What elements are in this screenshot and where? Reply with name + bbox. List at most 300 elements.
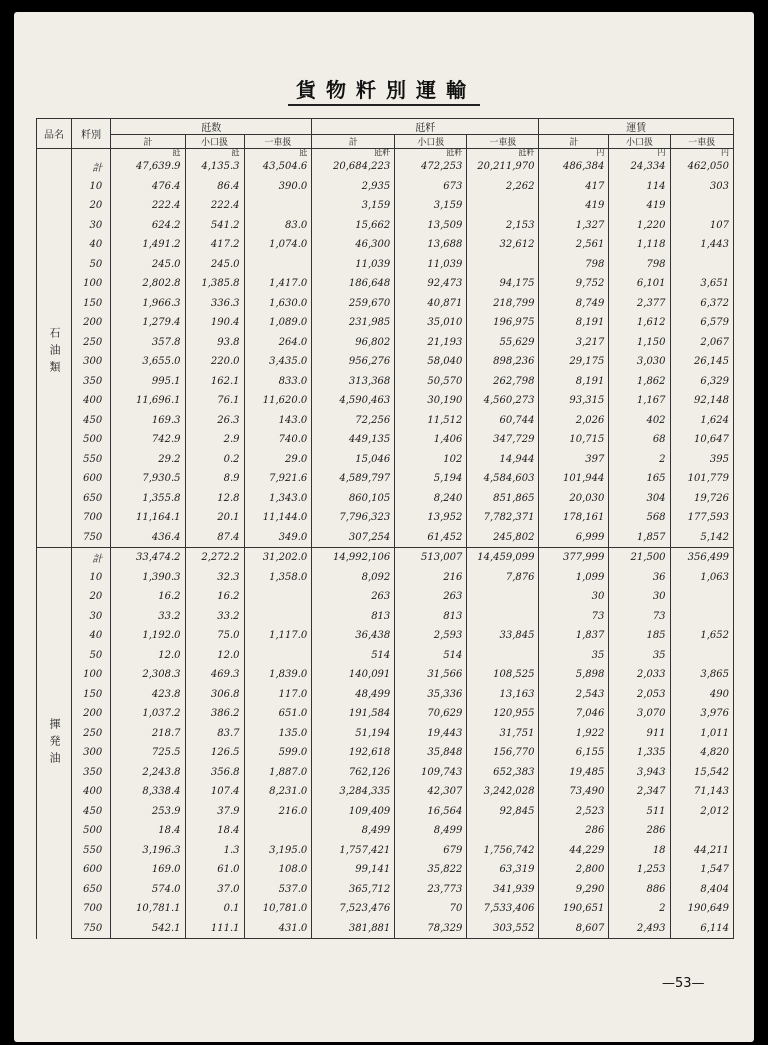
value-cell: 216.0	[244, 802, 312, 822]
distance-cell: 650	[71, 489, 110, 509]
value-cell: 13,688	[395, 235, 467, 255]
value-cell: 2,033	[609, 665, 670, 685]
value-cell: 30,190	[395, 391, 467, 411]
value-cell: 6,101	[609, 274, 670, 294]
value-cell: 169.0	[111, 860, 185, 880]
value-cell: 35	[539, 646, 609, 666]
value-cell: 11,620.0	[244, 391, 312, 411]
value-cell: 911	[609, 724, 670, 744]
value-cell: 2,802.8	[111, 274, 185, 294]
value-cell: 11,696.1	[111, 391, 185, 411]
value-cell: 218.7	[111, 724, 185, 744]
value-cell: 4,589,797	[312, 469, 395, 489]
distance-cell: 30	[71, 216, 110, 236]
value-cell: 92,845	[467, 802, 539, 822]
value-cell: 71,143	[670, 782, 733, 802]
value-cell: 21,500	[609, 548, 670, 568]
value-cell: 263	[395, 587, 467, 607]
distance-cell: 計	[71, 157, 110, 177]
value-cell: 23,773	[395, 880, 467, 900]
distance-cell: 150	[71, 685, 110, 705]
value-cell: 2,377	[609, 294, 670, 314]
table-row	[37, 508, 734, 528]
value-cell: 51,194	[312, 724, 395, 744]
value-cell: 3,976	[670, 704, 733, 724]
distance-cell: 150	[71, 294, 110, 314]
table-row	[37, 528, 734, 548]
distance-cell: 200	[71, 704, 110, 724]
value-cell: 679	[395, 841, 467, 861]
value-cell: 92,148	[670, 391, 733, 411]
page-title: 貨物粁別運輸	[0, 74, 768, 103]
value-cell: 15,542	[670, 763, 733, 783]
value-cell: 1,390.3	[111, 568, 185, 588]
subheader-cell: 小口扱	[609, 135, 670, 149]
table-row	[37, 919, 734, 939]
value-cell: 2,308.3	[111, 665, 185, 685]
value-cell: 0.1	[185, 899, 244, 919]
value-cell: 36,438	[312, 626, 395, 646]
value-cell: 417.2	[185, 235, 244, 255]
table-row	[37, 626, 734, 646]
value-cell: 15,046	[312, 450, 395, 470]
distance-cell: 400	[71, 391, 110, 411]
value-cell: 356.8	[185, 763, 244, 783]
value-cell: 1,279.4	[111, 313, 185, 333]
value-cell: 762,126	[312, 763, 395, 783]
value-cell: 8,499	[395, 821, 467, 841]
value-cell: 6,114	[670, 919, 733, 939]
value-cell: 61,452	[395, 528, 467, 548]
value-cell: 813	[312, 607, 395, 627]
value-cell: 542.1	[111, 919, 185, 939]
value-cell: 191,584	[312, 704, 395, 724]
value-cell: 6,999	[539, 528, 609, 548]
value-cell: 397	[539, 450, 609, 470]
value-cell: 30	[609, 587, 670, 607]
value-cell: 18.4	[111, 821, 185, 841]
value-cell: 31,566	[395, 665, 467, 685]
value-cell: 3,865	[670, 665, 733, 685]
value-cell: 4,590,463	[312, 391, 395, 411]
distance-cell: 750	[71, 919, 110, 939]
value-cell: 956,276	[312, 352, 395, 372]
value-cell: 21,193	[395, 333, 467, 353]
value-cell: 1,089.0	[244, 313, 312, 333]
distance-cell: 700	[71, 899, 110, 919]
value-cell: 419	[609, 196, 670, 216]
subheader-cell: 一車扱	[467, 135, 539, 149]
value-cell: 216	[395, 568, 467, 588]
value-cell: 20.1	[185, 508, 244, 528]
value-cell: 1,630.0	[244, 294, 312, 314]
value-cell: 833.0	[244, 372, 312, 392]
value-cell: 37.0	[185, 880, 244, 900]
value-cell: 1,612	[609, 313, 670, 333]
value-cell: 5,142	[670, 528, 733, 548]
value-cell: 8,191	[539, 372, 609, 392]
value-cell: 3,435.0	[244, 352, 312, 372]
value-cell: 30	[539, 587, 609, 607]
value-cell: 286	[609, 821, 670, 841]
value-cell: 16.2	[185, 587, 244, 607]
table-row	[37, 216, 734, 236]
value-cell: 417	[539, 177, 609, 197]
value-cell: 2,012	[670, 802, 733, 822]
value-cell: 35,822	[395, 860, 467, 880]
distance-cell: 650	[71, 880, 110, 900]
value-cell: 303,552	[467, 919, 539, 939]
value-cell: 3,159	[395, 196, 467, 216]
distance-cell: 450	[71, 411, 110, 431]
table-row	[37, 469, 734, 489]
value-cell: 402	[609, 411, 670, 431]
value-cell: 356,499	[670, 548, 733, 568]
value-cell: 190,649	[670, 899, 733, 919]
value-cell: 4,560,273	[467, 391, 539, 411]
value-cell: 196,975	[467, 313, 539, 333]
value-cell: 349.0	[244, 528, 312, 548]
value-cell: 162.1	[185, 372, 244, 392]
value-cell: 44,229	[539, 841, 609, 861]
value-cell: 12.8	[185, 489, 244, 509]
value-cell: 1,037.2	[111, 704, 185, 724]
value-cell: 1,074.0	[244, 235, 312, 255]
category-cell: 石油類	[37, 157, 72, 548]
value-cell: 72,256	[312, 411, 395, 431]
value-cell: 20,030	[539, 489, 609, 509]
value-cell	[244, 646, 312, 666]
value-cell	[467, 821, 539, 841]
table-row	[37, 294, 734, 314]
value-cell	[467, 255, 539, 275]
value-cell: 3,196.3	[111, 841, 185, 861]
value-cell: 10,781.0	[244, 899, 312, 919]
distance-cell: 400	[71, 782, 110, 802]
table-row	[37, 841, 734, 861]
value-cell: 107	[670, 216, 733, 236]
subheader-cell: 計	[111, 135, 185, 149]
distance-cell: 200	[71, 313, 110, 333]
value-cell: 218,799	[467, 294, 539, 314]
value-cell: 742.9	[111, 430, 185, 450]
distance-cell: 300	[71, 352, 110, 372]
value-cell: 33,845	[467, 626, 539, 646]
value-cell: 108.0	[244, 860, 312, 880]
value-cell: 599.0	[244, 743, 312, 763]
subheader-cell: 一車扱	[244, 135, 312, 149]
value-cell: 390.0	[244, 177, 312, 197]
value-cell: 336.3	[185, 294, 244, 314]
value-cell: 3,655.0	[111, 352, 185, 372]
value-cell: 813	[395, 607, 467, 627]
value-cell	[244, 821, 312, 841]
subheader-cell: 計	[539, 135, 609, 149]
subheader-cell: 小口扱	[395, 135, 467, 149]
value-cell: 1,624	[670, 411, 733, 431]
value-cell: 9,752	[539, 274, 609, 294]
value-cell: 231,985	[312, 313, 395, 333]
value-cell: 109,743	[395, 763, 467, 783]
value-cell: 259,670	[312, 294, 395, 314]
value-cell: 2,053	[609, 685, 670, 705]
value-cell: 50,570	[395, 372, 467, 392]
unit-cell: 瓩粁	[467, 149, 539, 158]
value-cell	[670, 196, 733, 216]
value-cell: 365,712	[312, 880, 395, 900]
value-cell: 73	[539, 607, 609, 627]
table-row	[37, 821, 734, 841]
value-cell	[670, 607, 733, 627]
value-cell	[467, 587, 539, 607]
value-cell: 0.2	[185, 450, 244, 470]
value-cell: 10,781.1	[111, 899, 185, 919]
value-cell: 3,030	[609, 352, 670, 372]
value-cell: 26.3	[185, 411, 244, 431]
value-cell: 568	[609, 508, 670, 528]
distance-cell: 550	[71, 841, 110, 861]
value-cell: 222.4	[185, 196, 244, 216]
header-category: 品名	[37, 119, 72, 149]
value-cell: 101,779	[670, 469, 733, 489]
value-cell: 995.1	[111, 372, 185, 392]
value-cell: 44,211	[670, 841, 733, 861]
value-cell: 60,744	[467, 411, 539, 431]
value-cell: 3,159	[312, 196, 395, 216]
value-cell: 13,163	[467, 685, 539, 705]
value-cell: 798	[609, 255, 670, 275]
value-cell: 8,191	[539, 313, 609, 333]
table-row	[37, 646, 734, 666]
value-cell: 347,729	[467, 430, 539, 450]
value-cell: 10,715	[539, 430, 609, 450]
value-cell: 851,865	[467, 489, 539, 509]
value-cell: 6,329	[670, 372, 733, 392]
value-cell: 7,533,406	[467, 899, 539, 919]
value-cell: 725.5	[111, 743, 185, 763]
value-cell: 31,202.0	[244, 548, 312, 568]
value-cell: 2.9	[185, 430, 244, 450]
value-cell: 120,955	[467, 704, 539, 724]
value-cell: 511	[609, 802, 670, 822]
value-cell: 4,135.3	[185, 157, 244, 177]
value-cell	[244, 587, 312, 607]
distance-cell: 350	[71, 763, 110, 783]
value-cell: 4,584,603	[467, 469, 539, 489]
value-cell: 15,662	[312, 216, 395, 236]
value-cell: 29.0	[244, 450, 312, 470]
value-cell: 513,007	[395, 548, 467, 568]
value-cell: 740.0	[244, 430, 312, 450]
value-cell: 357.8	[111, 333, 185, 353]
value-cell: 1,335	[609, 743, 670, 763]
value-cell: 58,040	[395, 352, 467, 372]
table-row	[37, 782, 734, 802]
value-cell: 1,922	[539, 724, 609, 744]
value-cell: 574.0	[111, 880, 185, 900]
value-cell: 431.0	[244, 919, 312, 939]
value-cell: 14,459,099	[467, 548, 539, 568]
value-cell: 19,485	[539, 763, 609, 783]
table-row	[37, 274, 734, 294]
unit-cell: 瓩	[185, 149, 244, 158]
value-cell: 11,164.1	[111, 508, 185, 528]
distance-cell: 100	[71, 665, 110, 685]
value-cell: 469.3	[185, 665, 244, 685]
value-cell: 898,236	[467, 352, 539, 372]
value-cell: 436.4	[111, 528, 185, 548]
value-cell: 101,944	[539, 469, 609, 489]
table-row	[37, 724, 734, 744]
value-cell: 8,338.4	[111, 782, 185, 802]
unit-cell: 瓩粁	[395, 149, 467, 158]
value-cell: 514	[395, 646, 467, 666]
value-cell: 886	[609, 880, 670, 900]
value-cell: 1,150	[609, 333, 670, 353]
value-cell: 5,898	[539, 665, 609, 685]
distance-cell: 250	[71, 333, 110, 353]
header-distance: 粁別	[71, 119, 110, 149]
value-cell: 1,220	[609, 216, 670, 236]
value-cell: 61.0	[185, 860, 244, 880]
table-row	[37, 489, 734, 509]
value-cell: 16.2	[111, 587, 185, 607]
value-cell: 2	[609, 450, 670, 470]
value-cell: 449,135	[312, 430, 395, 450]
value-cell: 2,026	[539, 411, 609, 431]
unit-cell: 瓩	[244, 149, 312, 158]
table-row	[37, 177, 734, 197]
value-cell: 111.1	[185, 919, 244, 939]
value-cell: 1,327	[539, 216, 609, 236]
value-cell: 307,254	[312, 528, 395, 548]
value-cell: 109,409	[312, 802, 395, 822]
value-cell: 8,404	[670, 880, 733, 900]
value-cell: 76.1	[185, 391, 244, 411]
value-cell: 490	[670, 685, 733, 705]
distance-cell: 600	[71, 860, 110, 880]
subheader-cell: 計	[312, 135, 395, 149]
value-cell: 190.4	[185, 313, 244, 333]
value-cell: 36	[609, 568, 670, 588]
value-cell: 1,385.8	[185, 274, 244, 294]
value-cell: 2,543	[539, 685, 609, 705]
value-cell: 83.0	[244, 216, 312, 236]
value-cell: 114	[609, 177, 670, 197]
value-cell: 26,145	[670, 352, 733, 372]
value-cell: 19,443	[395, 724, 467, 744]
value-cell: 135.0	[244, 724, 312, 744]
value-cell: 46,300	[312, 235, 395, 255]
value-cell: 29.2	[111, 450, 185, 470]
distance-cell: 500	[71, 821, 110, 841]
subheader-cell: 一車扱	[670, 135, 733, 149]
distance-cell: 700	[71, 508, 110, 528]
value-cell: 2,561	[539, 235, 609, 255]
value-cell: 117.0	[244, 685, 312, 705]
value-cell: 1,343.0	[244, 489, 312, 509]
value-cell: 86.4	[185, 177, 244, 197]
value-cell: 33.2	[111, 607, 185, 627]
value-cell: 1,192.0	[111, 626, 185, 646]
value-cell: 19,726	[670, 489, 733, 509]
value-cell: 83.7	[185, 724, 244, 744]
value-cell: 1,652	[670, 626, 733, 646]
value-cell: 264.0	[244, 333, 312, 353]
distance-cell: 50	[71, 646, 110, 666]
value-cell: 192,618	[312, 743, 395, 763]
value-cell: 7,782,371	[467, 508, 539, 528]
table-row	[37, 196, 734, 216]
value-cell: 1,756,742	[467, 841, 539, 861]
distance-cell: 計	[71, 548, 110, 568]
value-cell: 93,315	[539, 391, 609, 411]
value-cell: 48,499	[312, 685, 395, 705]
value-cell: 8,092	[312, 568, 395, 588]
value-cell: 3,242,028	[467, 782, 539, 802]
table-row	[37, 313, 734, 333]
value-cell: 476.4	[111, 177, 185, 197]
table-row	[37, 665, 734, 685]
distance-cell: 20	[71, 196, 110, 216]
value-cell: 3,943	[609, 763, 670, 783]
value-cell: 107.4	[185, 782, 244, 802]
value-cell: 1,358.0	[244, 568, 312, 588]
distance-cell: 100	[71, 274, 110, 294]
value-cell: 6,155	[539, 743, 609, 763]
value-cell: 1,011	[670, 724, 733, 744]
value-cell: 42,307	[395, 782, 467, 802]
table-row	[37, 587, 734, 607]
value-cell: 1,253	[609, 860, 670, 880]
value-cell: 7,523,476	[312, 899, 395, 919]
table-row	[37, 880, 734, 900]
value-cell: 8,499	[312, 821, 395, 841]
value-cell: 7,046	[539, 704, 609, 724]
unit-cell: 瓩	[111, 149, 185, 158]
distance-cell: 600	[71, 469, 110, 489]
value-cell	[467, 646, 539, 666]
header-group-weight: 瓩数	[111, 119, 312, 135]
value-cell: 31,751	[467, 724, 539, 744]
value-cell	[670, 255, 733, 275]
value-cell: 63,319	[467, 860, 539, 880]
table-row	[37, 763, 734, 783]
value-cell: 304	[609, 489, 670, 509]
distance-cell: 350	[71, 372, 110, 392]
value-cell: 2,272.2	[185, 548, 244, 568]
value-cell: 96,802	[312, 333, 395, 353]
value-cell: 419	[539, 196, 609, 216]
value-cell: 313,368	[312, 372, 395, 392]
value-cell: 3,284,335	[312, 782, 395, 802]
distance-cell: 500	[71, 430, 110, 450]
value-cell: 33,474.2	[111, 548, 185, 568]
value-cell: 140,091	[312, 665, 395, 685]
value-cell: 395	[670, 450, 733, 470]
value-cell: 860,105	[312, 489, 395, 509]
value-cell: 222.4	[111, 196, 185, 216]
value-cell: 102	[395, 450, 467, 470]
page-number: —53—	[662, 976, 705, 991]
value-cell: 303	[670, 177, 733, 197]
value-cell: 2,243.8	[111, 763, 185, 783]
value-cell: 537.0	[244, 880, 312, 900]
value-cell: 8,240	[395, 489, 467, 509]
value-cell: 1,099	[539, 568, 609, 588]
value-cell: 5,194	[395, 469, 467, 489]
value-cell	[670, 821, 733, 841]
